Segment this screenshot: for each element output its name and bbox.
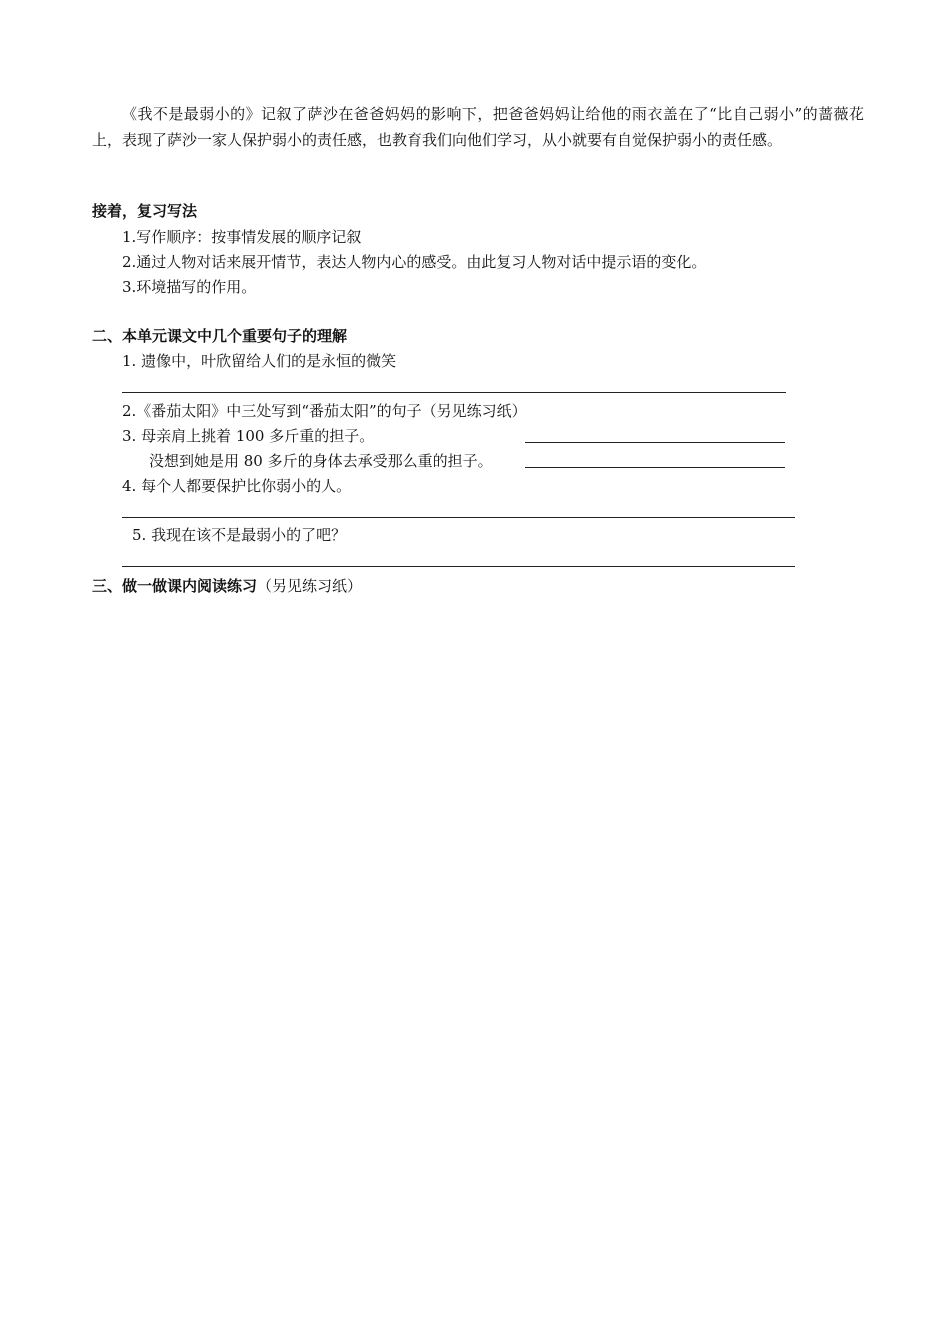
intro-paragraph: 《我不是最弱小的》记叙了萨沙在爸爸妈妈的影响下，把爸爸妈妈让给他的雨衣盖在了“比自己弱小”的蔷薇花上，表现了萨沙一家人保护弱小的责任感，也教育我们向他们学习，从小就要有自觉保护弱小的责任感。 [92, 105, 864, 149]
sentence-3b: 没想到她是用 80 多斤的身体去承受那么重的担子。 [149, 452, 493, 470]
sentence-2: 2.《番茄太阳》中三处写到“番茄太阳”的句子（另见练习纸） [122, 402, 527, 420]
writing-review-item-3: 3.环境描写的作用。 [122, 278, 257, 296]
sentence-3a: 3. 母亲肩上挑着 100 多斤重的担子。 [122, 427, 375, 445]
sentence-1: 1. 遗像中，叶欣留给人们的是永恒的微笑 [122, 352, 397, 370]
sentence-5: 5. 我现在该不是最弱小的了吧？ [132, 526, 347, 544]
sentence-4: 4. 每个人都要保护比你弱小的人。 [122, 477, 352, 495]
answer-line-5[interactable] [122, 566, 795, 567]
answer-line-3b[interactable] [525, 467, 785, 468]
writing-review-item-1: 1.写作顺序：按事情发展的顺序记叙 [122, 228, 362, 246]
section-three-title: 三、做一做课内阅读练习 [92, 577, 258, 595]
section-two-heading: 二、本单元课文中几个重要句子的理解 [92, 327, 348, 345]
answer-line-4[interactable] [122, 517, 795, 518]
writing-review-item-2: 2.通过人物对话来展开情节，表达人物内心的感受。由此复习人物对话中提示语的变化。 [122, 253, 707, 271]
section-three-heading [92, 576, 362, 596]
writing-review-heading: 接着，复习写法 [92, 202, 198, 220]
answer-line-1[interactable] [122, 392, 786, 393]
section-three-note: （另见练习纸） [257, 577, 363, 595]
answer-line-3a[interactable] [525, 442, 785, 443]
